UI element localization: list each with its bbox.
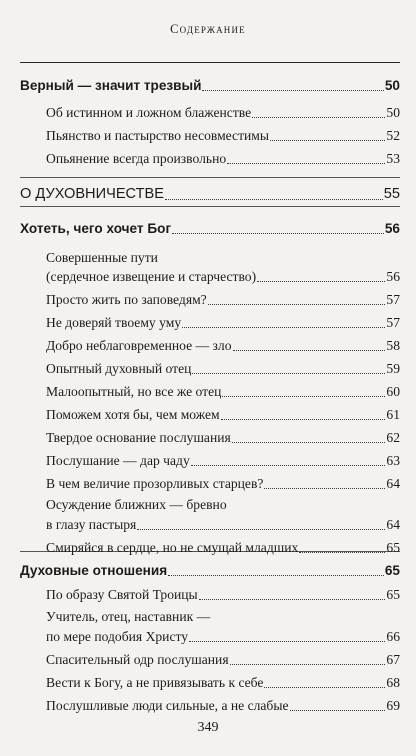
toc-chapter[interactable]: [20, 214, 400, 236]
toc-entry[interactable]: [46, 645, 400, 667]
leader-dots: [227, 162, 385, 164]
toc-entry[interactable]: [46, 691, 400, 713]
leader-dots: [192, 372, 385, 374]
leader-dots: [270, 139, 385, 141]
toc-entry-title: Духовные отношения: [20, 563, 168, 579]
toc-section-title: О ДУХОВНИЧЕСТВЕ: [20, 186, 164, 203]
toc-entry-title: По образу Святой Троицы: [46, 587, 198, 603]
leader-dots: [172, 232, 384, 234]
toc-entry-page: 55: [383, 186, 400, 203]
toc-entry[interactable]: [46, 377, 400, 399]
leader-dots: [222, 395, 385, 397]
toc-entry-title: в глазу пастыря: [46, 517, 137, 533]
leader-dots: [264, 487, 385, 489]
toc-section[interactable]: [20, 180, 400, 202]
leader-dots: [233, 349, 386, 351]
toc-entry[interactable]: [46, 622, 400, 644]
leader-dots: [208, 303, 386, 305]
toc-entry[interactable]: [46, 533, 400, 555]
toc-entry[interactable]: [46, 446, 400, 468]
toc-entry-title: Об истинном и ложном блаженстве: [46, 105, 252, 121]
toc-entry-page: 61: [386, 407, 400, 423]
toc-entry[interactable]: [46, 285, 400, 307]
toc-entry-page: 52: [386, 128, 400, 144]
toc-entry-page: 65: [386, 540, 400, 556]
toc-entry-title: Хотеть, чего хочет Бог: [20, 221, 172, 237]
leader-dots: [252, 116, 385, 118]
leader-dots: [264, 686, 385, 688]
toc-entry[interactable]: [46, 98, 400, 120]
toc-entry[interactable]: [46, 668, 400, 690]
toc-entry-title: Малоопытный, но все же отец: [46, 384, 222, 400]
leader-dots: [189, 640, 385, 642]
section-divider: [20, 177, 400, 178]
toc-entry-page: 67: [386, 652, 400, 668]
toc-entry-page: 65: [386, 587, 400, 603]
leader-dots: [137, 528, 385, 530]
toc-entry-title: Спасительный одр послушания: [46, 652, 229, 668]
toc-entry-title: (сердечное извещение и старчество): [46, 269, 257, 285]
toc-entry-page: 57: [386, 292, 400, 308]
toc-entry-page: 69: [386, 698, 400, 714]
toc-entry-title: Послушание — дар чаду: [46, 453, 190, 469]
toc-entry[interactable]: [46, 580, 400, 602]
toc-entry-page: 62: [386, 430, 400, 446]
toc-entry[interactable]: [46, 308, 400, 330]
leader-dots: [168, 574, 384, 576]
toc-entry[interactable]: [46, 262, 400, 284]
toc-entry-title: Опытный духовный отец: [46, 361, 192, 377]
toc-entry-title: Просто жить по заповедям?: [46, 292, 207, 308]
leader-dots: [232, 441, 386, 443]
toc-entry-page: 63: [386, 453, 400, 469]
toc-entry-title: Совершенные пути: [46, 250, 158, 266]
page-number: 349: [197, 720, 219, 735]
toc-entry[interactable]: [46, 331, 400, 353]
leader-dots: [257, 280, 385, 282]
toc-entry-title: Твердое основание послушания: [46, 430, 231, 446]
toc-entry-title: по мере подобия Христу: [46, 629, 189, 645]
toc-entry-page: 66: [386, 629, 400, 645]
toc-entry-page: 65: [384, 563, 400, 579]
toc-entry-title: Осуждение ближних — бревно: [46, 497, 227, 513]
toc-entry-title: Не доверяй твоему уму: [46, 315, 182, 331]
toc-entry-page: 50: [384, 78, 400, 94]
toc-entry-title: Вести к Богу, а не привязывать к себе: [46, 675, 264, 691]
toc-entry-page: 56: [386, 269, 400, 285]
leader-dots: [230, 663, 386, 665]
toc-entry[interactable]: [46, 144, 400, 166]
leader-dots: [299, 551, 385, 553]
toc-entry[interactable]: [46, 400, 400, 422]
header-rule: [20, 62, 400, 63]
toc-entry-title: Поможем хотя бы, чем можем: [46, 407, 220, 423]
toc-entry[interactable]: [46, 510, 400, 532]
toc-entry-page: 68: [386, 675, 400, 691]
toc-entry-page: 64: [386, 517, 400, 533]
leader-dots: [199, 598, 386, 600]
toc-chapter[interactable]: [20, 71, 400, 93]
toc-entry[interactable]: [46, 423, 400, 445]
toc-entry-page: 60: [386, 384, 400, 400]
toc-entry[interactable]: [46, 121, 400, 143]
toc-entry-title: Пьянство и пастырство несовместимы: [46, 128, 270, 144]
leader-dots: [202, 89, 383, 91]
toc-chapter[interactable]: [20, 556, 400, 578]
toc-entry-title: Верный — значит трезвый: [20, 78, 202, 94]
leader-dots: [221, 418, 386, 420]
leader-dots: [191, 464, 386, 466]
toc-entry-title: Смиряйся в сердце, но не смущай младших: [46, 540, 299, 556]
toc-entry-page: 57: [386, 315, 400, 331]
section-divider: [20, 206, 400, 207]
toc-entry-line1[interactable]: [46, 490, 400, 512]
toc-entry-page: 56: [384, 221, 400, 237]
running-header: Содержание: [170, 22, 246, 36]
toc-entry-line1[interactable]: [46, 602, 400, 624]
toc-entry-page: 53: [386, 151, 400, 167]
leader-dots: [165, 198, 383, 200]
leader-dots: [182, 326, 385, 328]
toc-entry-title: Послушливые люди сильные, а не слабые: [46, 698, 289, 714]
toc-entry-title: Добро неблаговременное — зло: [46, 338, 232, 354]
toc-entry[interactable]: [46, 469, 400, 491]
toc-entry-title: Опьянение всегда произвольно: [46, 151, 227, 167]
toc-entry-page: 64: [386, 476, 400, 492]
toc-entry-page: 58: [386, 338, 400, 354]
leader-dots: [290, 709, 386, 711]
toc-entry-title: В чем величие прозорливых старцев?: [46, 476, 264, 492]
toc-entry-title: Учитель, отец, наставник —: [46, 609, 211, 625]
toc-entry-page: 59: [386, 361, 400, 377]
toc-entry-page: 50: [386, 105, 400, 121]
toc-entry[interactable]: [46, 354, 400, 376]
